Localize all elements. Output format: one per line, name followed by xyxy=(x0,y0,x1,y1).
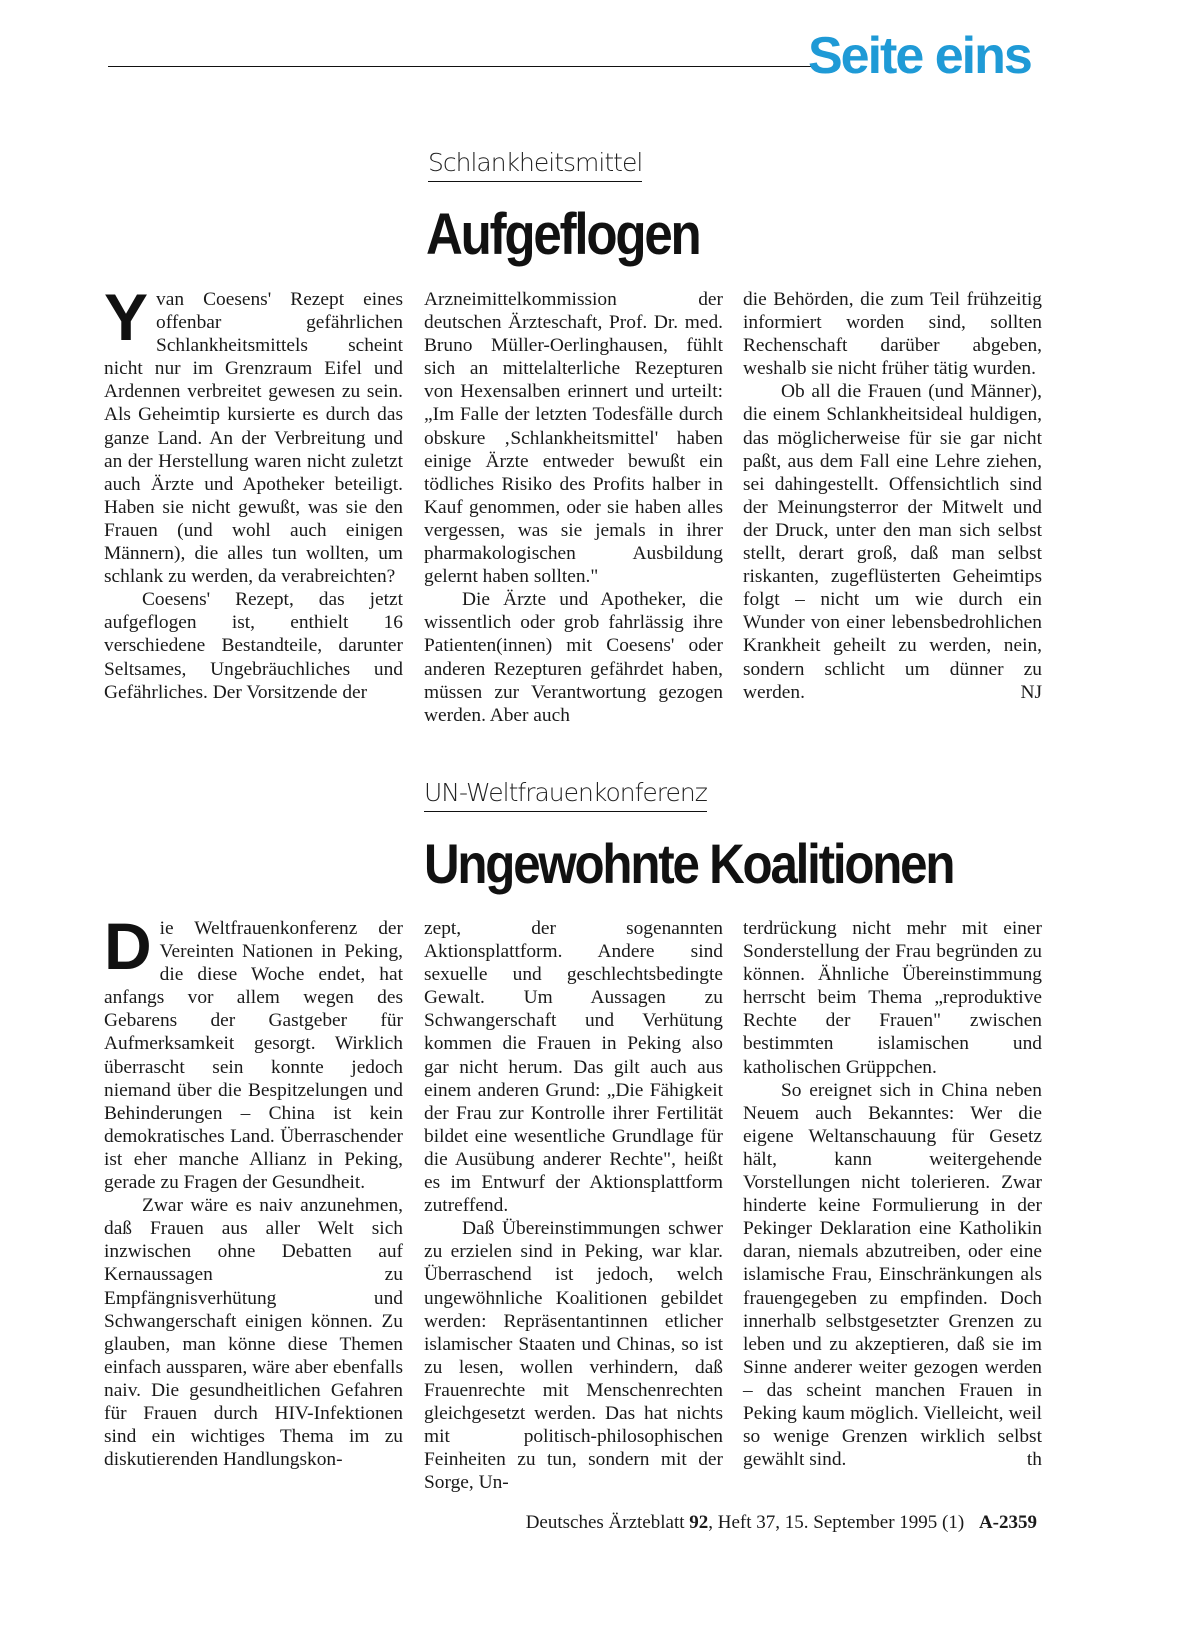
article2-dropcap: D xyxy=(104,909,152,983)
article1-column-2 xyxy=(424,288,723,727)
article2-signature: th xyxy=(1026,1449,1042,1471)
article1-dropcap: Y xyxy=(104,280,149,354)
article1-col1-paragraph-2: Coesens' Rezept, das jetzt aufgeflogen ist, enthielt 16 verschiedene Bestandteile, darunter Seltsames, Ungebräuchliches und Gefährliches. Der Vorsitzende der xyxy=(104,589,403,703)
footer-page-number: A-2359 xyxy=(978,1512,1037,1533)
article1-col3-paragraph-1: die Behörden, die zum Teil frühzeitig informiert worden sind, sollten Rechenschaft darüber abgeben, weshalb sie nicht früher tätig wurden. xyxy=(743,289,1042,380)
footer-journal: Deutsches Ärzteblatt xyxy=(525,1512,685,1533)
article2-col3-paragraph-1: terdrückung nicht mehr mit einer Sonderstellung der Frau begründen zu können. Ähnliche Übereinstimmung herrscht beim Thema „reproduktive Rechte der Frauen" zwischen bestimmten islamischen und katholischen Grüppchen. xyxy=(743,918,1042,1078)
article1-col3-paragraph-2: Ob all die Frauen (und Männer), die einem Schlankheitsideal huldigen, das möglicherweise für sie gar nicht paßt, aus dem Fall eine Lehre ziehen, sei dahingestellt. Offensichtlich sind der Meinungsterror der Mitwelt und der Druck, unter den man sich selbst stellt, derart groß, daß man selbst riskanten, zugeflüsterten Geheimtips folgt – nicht um wie durch ein Wunder von einer lebensbedrohlichen Krankheit geheilt zu werden, nein, sondern schlicht um dünner zu werden. xyxy=(743,381,1042,703)
article1-kicker: Schlankheitsmittel xyxy=(428,150,642,182)
article2-col1-paragraph-2: Zwar wäre es naiv anzunehmen, daß Frauen aus aller Welt sich inzwischen ohne Debatten auf Kernaussagen zu Empfängnisverhütung und Schwangerschaft einigen können. Zu glauben, man könne diese Themen einfach aussparen, wäre aber ebenfalls naiv. Die gesundheitlichen Gefahren für Frauen durch HIV-Infektionen sind ein wichtiges Thema im zu diskutierenden Handlungskon- xyxy=(104,1195,403,1471)
article1-signature: NJ xyxy=(1020,681,1042,703)
footer-issue: , Heft 37, 15. September 1995 (1) xyxy=(708,1512,965,1533)
article1-col1-paragraph-1: van Coesens' Rezept eines offenbar gefährlichen Schlankheitsmittels scheint nicht nur im Grenzraum Eifel und Ardennen verbreitet gewesen zu sein. Als Geheimtip kursierte es durch das ganze Land. An der Verbreitung und an der Herstellung waren nicht zuletzt auch Ärzte und Apotheker beteiligt. Haben sie nicht gewußt, was sie den Frauen (und wohl auch einigen Männern), die alles tun wollten, um schlank zu werden, da verabreichten? xyxy=(104,289,403,588)
article1-col2-paragraph-1: Arzneimittelkommission der deutschen Ärzteschaft, Prof. Dr. med. Bruno Müller-Oerlinghausen, fühlt sich an mittelalterliche Rezepturen von Hexensalben erinnert und urteilt: „Im Falle der letzten Todesfälle durch obskure ‚Schlankheitsmittel' haben einige Ärzte entweder bewußt ein tödliches Risiko des Profits halber in Kauf genommen, oder sie haben alles vergessen, was sie jemals in ihrer pharmakologischen Ausbildung gelernt haben sollten." xyxy=(424,289,723,588)
article2-col3-paragraph-2: So ereignet sich in China neben Neuem auch Bekanntes: Wer die eigene Weltanschauung für Gesetz hält, kann weitergehende Vorstellungen nicht tolerieren. Zwar hinderte keine Formulierung in der Pekinger Deklaration eine Katholikin daran, niemals abzutreiben, oder eine islamische Frau, Einschränkungen als frauengegeben zu empfinden. Doch innerhalb selbstgesetzter Grenzen zu leben und zu akzeptieren, daß sie im Sinne anderer weiter gezogen werden – das scheint manchen Frauen in Peking kaum möglich. Vielleicht, weil so wenige Grenzen wirklich selbst gewählt sind. xyxy=(743,1079,1042,1471)
article1-column-3 xyxy=(743,288,1042,704)
article1-column-1 xyxy=(104,280,403,704)
article1-headline: Aufgeflogen xyxy=(426,202,700,267)
section-label: Seite eins xyxy=(808,27,1031,85)
article1-col2-paragraph-2: Die Ärzte und Apotheker, die wissentlich oder grob fahrlässig ihre Patienten(innen) mit Coesens' oder anderen Rezepturen gefährdet haben, müssen zur Verantwortung gezogen werden. Aber auch xyxy=(424,589,723,726)
article2-col1-paragraph-1: ie Weltfrauenkonferenz der Vereinten Nationen in Peking, die diese Woche endet, hat anfangs vor allem wegen des Gebarens der Gastgeber für Aufmerksamkeit gesorgt. Wirklich überrascht sein konnte jedoch niemand über die Bespitzelungen und Behinderungen – China ist kein demokratisches Land. Überraschender ist eher manche Allianz in Peking, gerade zu Fragen der Gesundheit. xyxy=(104,918,403,1194)
page-footer xyxy=(526,1512,1037,1534)
article2-col2-paragraph-2: Daß Übereinstimmungen schwer zu erzielen sind in Peking, war klar. Überraschend ist jedoch, welch ungewöhnliche Koalitionen gebildet werden: Repräsentantinnen etlicher islamischer Staaten und Chinas, so ist zu lesen, wollen verhindern, daß Frauenrechte mit Menschenrechten gleichgesetzt werden. Das hat nichts mit politisch-philosophischen Feinheiten zu tun, sondern mit der Sorge, Un- xyxy=(424,1218,723,1494)
footer-volume: 92 xyxy=(689,1512,709,1533)
article2-kicker: UN-Weltfrauenkonferenz xyxy=(424,780,707,812)
article2-headline: Ungewohnte Koalitionen xyxy=(424,832,954,895)
article2-column-1 xyxy=(104,909,403,1471)
article2-column-2 xyxy=(424,917,723,1494)
header-rule xyxy=(108,66,811,67)
article2-col2-paragraph-1: zept, der sogenannten Aktionsplattform. Andere sind sexuelle und geschlechtsbedingte Gewalt. Um Aussagen zu Schwangerschaft und Verhütung kommen die Frauen in Peking also gar nicht herum. Das gilt auch aus einem anderen Grund: „Die Fähigkeit der Frau zur Kontrolle ihrer Fertilität bildet eine wesentliche Grundlage für die Ausübung anderer Rechte", heißt es im Entwurf der Aktionsplattform zutreffend. xyxy=(424,918,723,1217)
article2-column-3 xyxy=(743,917,1042,1471)
